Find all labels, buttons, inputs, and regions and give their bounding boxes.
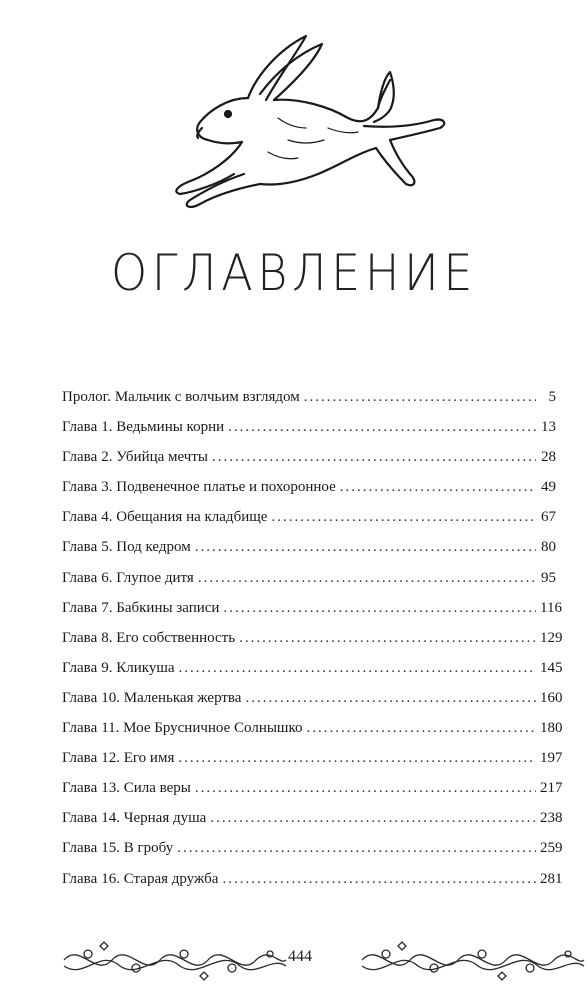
page-number: 444 (288, 948, 312, 965)
toc-entry[interactable] (62, 713, 563, 743)
toc-entry[interactable] (62, 532, 556, 562)
toc-entry-title: 2. Убийца мечты (101, 449, 208, 466)
toc-entry-page: 116 (540, 599, 562, 616)
dot-leader (340, 472, 536, 502)
toc-entry-page: 80 (541, 539, 556, 556)
toc-entry-title: 11. Мое Брусничное Солнышко (101, 720, 303, 737)
toc-entry-label: Глава (62, 810, 98, 827)
dot-leader (179, 653, 536, 683)
toc-entry[interactable] (62, 382, 556, 412)
dot-leader (177, 833, 536, 863)
toc-entry-label: Глава (62, 750, 98, 767)
toc-entry[interactable] (62, 472, 556, 502)
toc-entry-title: 6. Глупое дитя (101, 569, 194, 586)
dot-leader (212, 442, 536, 472)
floral-ornament-icon (60, 936, 290, 984)
toc-entry-label: Глава (62, 449, 98, 466)
toc-entry-title: 3. Подвенечное платье и похоронное (101, 479, 336, 496)
toc-entry[interactable] (62, 442, 556, 472)
toc-entry-page: 5 (548, 389, 556, 405)
toc-entry-title: 14. Черная душа (101, 810, 207, 827)
toc-entry-page: 238 (540, 810, 563, 827)
toc-entry-label: Глава (62, 599, 98, 616)
toc-entry-label: Глава (62, 780, 98, 797)
dot-leader (195, 773, 536, 803)
toc-entry-label: Глава (62, 479, 98, 496)
toc-entry[interactable] (62, 833, 563, 863)
toc-entry-label: Глава (62, 870, 98, 887)
toc-entry[interactable] (62, 563, 556, 593)
toc-entry-label: Пролог. (62, 389, 111, 405)
toc-entry-page: 145 (540, 659, 563, 676)
toc-entry[interactable] (62, 623, 563, 653)
toc-entry-label: Глава (62, 419, 98, 436)
toc-entry-label: Глава (62, 840, 98, 857)
toc-entry-page: 13 (541, 419, 556, 436)
toc-entry-title: 13. Сила веры (101, 780, 191, 797)
toc-entry-page: 67 (541, 509, 556, 526)
toc-entry-title: 5. Под кедром (101, 539, 191, 556)
toc-entry-label: Глава (62, 509, 98, 526)
toc-entry-title: 9. Кликуша (101, 659, 175, 676)
toc-entry-title: 7. Бабкины записи (101, 599, 220, 616)
toc-entry-page: 197 (540, 750, 563, 767)
toc-entry[interactable] (62, 743, 563, 773)
toc-entry[interactable] (62, 803, 563, 833)
dot-leader (239, 623, 536, 653)
floral-ornament-icon (358, 936, 588, 984)
dot-leader (222, 864, 536, 894)
toc-entry-label: Глава (62, 659, 98, 676)
dot-leader (195, 532, 536, 562)
toc-entry[interactable] (62, 502, 556, 532)
toc-entry[interactable] (62, 593, 562, 623)
dot-leader (304, 382, 536, 412)
toc-entry-page: 49 (541, 479, 556, 496)
dot-leader (271, 502, 536, 532)
toc-entry[interactable] (62, 683, 563, 713)
toc-entry-page: 217 (540, 780, 563, 797)
dot-leader (307, 713, 537, 743)
toc-entry-title: 8. Его собственность (101, 629, 236, 646)
dot-leader (245, 683, 536, 713)
running-hare-illustration (128, 28, 458, 218)
toc-entry-page: 160 (540, 689, 563, 706)
toc-entry-page: 180 (540, 720, 563, 737)
toc-entry-title: 12. Его имя (101, 750, 175, 767)
toc-entry-page: 281 (540, 870, 563, 887)
toc-entry[interactable] (62, 864, 563, 894)
toc-entry-page: 129 (540, 629, 563, 646)
toc-entry-page: 259 (540, 840, 563, 857)
page-footer (0, 936, 588, 996)
toc-entry[interactable] (62, 412, 556, 442)
toc-entry-page: 28 (541, 449, 556, 466)
toc-entry-title: 10. Маленькая жертва (101, 689, 242, 706)
dot-leader (210, 803, 536, 833)
dot-leader (223, 593, 536, 623)
table-of-contents (62, 382, 563, 894)
toc-entry-label: Глава (62, 569, 98, 586)
toc-entry-title: 4. Обещания на кладбище (101, 509, 268, 526)
toc-entry-page: 95 (541, 569, 556, 586)
toc-entry-title: Мальчик с волчьим взглядом (114, 389, 300, 405)
dot-leader (198, 563, 536, 593)
toc-entry[interactable] (62, 773, 563, 803)
dot-leader (178, 743, 536, 773)
page-title: ОГЛАВЛЕНИЕ (110, 244, 478, 302)
toc-entry-title: 16. Старая дружба (101, 870, 219, 887)
toc-entry-label: Глава (62, 689, 98, 706)
dot-leader (228, 412, 536, 442)
toc-entry-title: 1. Ведьмины корни (101, 419, 225, 436)
toc-entry[interactable] (62, 653, 563, 683)
toc-entry-label: Глава (62, 720, 98, 737)
toc-entry-title: 15. В гробу (101, 840, 174, 857)
toc-entry-label: Глава (62, 539, 98, 556)
toc-entry-label: Глава (62, 629, 98, 646)
